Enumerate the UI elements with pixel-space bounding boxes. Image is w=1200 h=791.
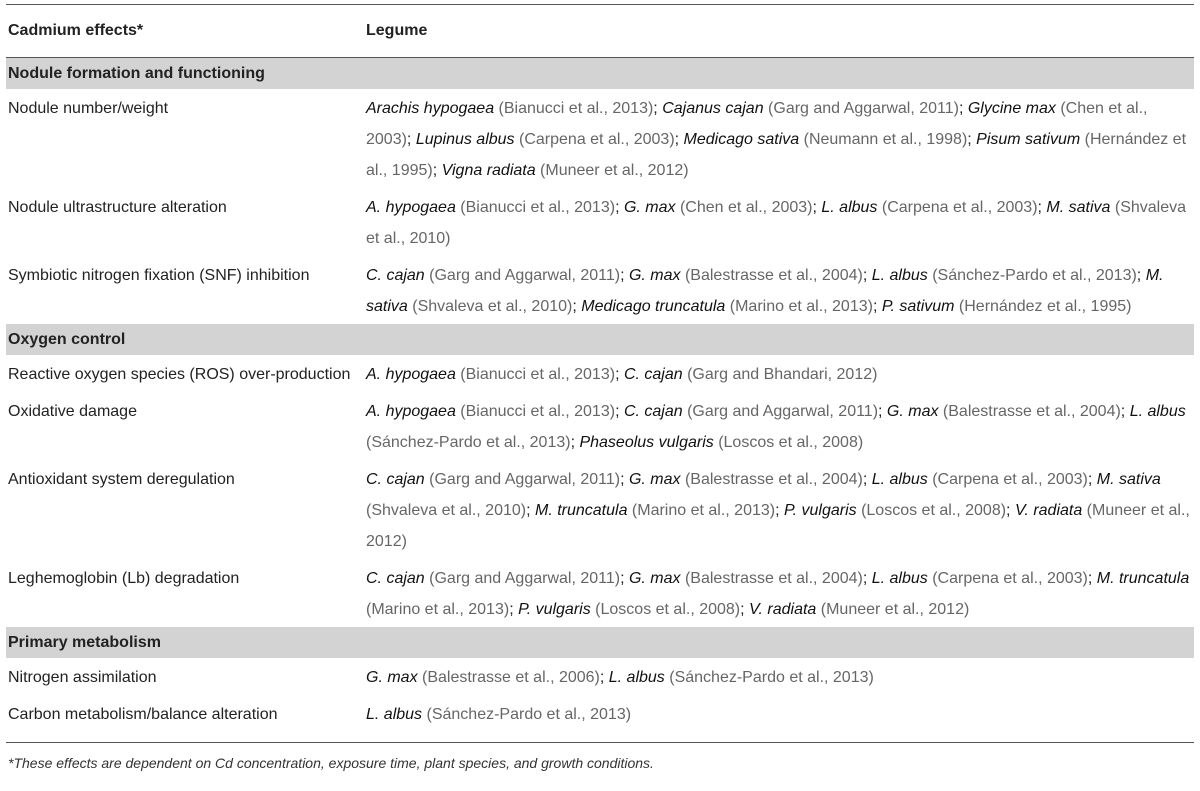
- citation: (Loscos et al., 2008): [713, 434, 864, 451]
- species-name: M. sativa: [1046, 199, 1111, 216]
- section-header: Oxygen control: [6, 324, 1194, 355]
- species-name: V. radiata: [1014, 502, 1083, 519]
- table-row: [6, 695, 1194, 732]
- separator: ;: [432, 162, 442, 179]
- species-name: M. truncatula: [1096, 570, 1190, 587]
- table-row: [6, 658, 1194, 695]
- citation: (Bianucci et al., 2013): [455, 366, 616, 383]
- separator: ;: [775, 502, 784, 519]
- species-name: M. truncatula: [534, 502, 628, 519]
- separator: ;: [958, 100, 968, 117]
- citation: (Muneer et al., 2012): [535, 162, 689, 179]
- species-name: C. cajan: [623, 366, 683, 383]
- species-name: L. albus: [608, 669, 665, 686]
- separator: ;: [862, 570, 872, 587]
- citation: (Shvaleva et al., 2010): [366, 502, 527, 519]
- citation: (Shvaleva et al., 2010): [407, 298, 573, 315]
- table-row: [6, 460, 1194, 559]
- legume-cell: [366, 662, 1194, 693]
- effect-cell: Oxidative damage: [8, 403, 137, 420]
- citation: (Garg and Aggarwal, 2011): [424, 570, 621, 587]
- species-name: C. cajan: [366, 267, 425, 284]
- species-name: Medicago sativa: [683, 131, 800, 148]
- table-row: [6, 392, 1194, 460]
- separator: ;: [615, 366, 624, 383]
- effect-cell: Antioxidant system deregulation: [8, 471, 235, 488]
- legume-cell: [366, 359, 1194, 390]
- table-row: [6, 188, 1194, 256]
- citation: (Garg and Bhandari, 2012): [682, 366, 878, 383]
- species-name: G. max: [366, 669, 418, 686]
- species-name: A. hypogaea: [366, 366, 456, 383]
- citation: (Bianucci et al., 2013): [494, 100, 654, 117]
- separator: ;: [1006, 502, 1015, 519]
- header-cadmium-effects: Cadmium effects*: [8, 22, 144, 39]
- species-name: G. max: [628, 570, 681, 587]
- species-name: L. albus: [1129, 403, 1186, 420]
- citation: (Chen et al., 2003): [366, 100, 1148, 148]
- citation: (Garg and Aggarwal, 2011): [424, 471, 621, 488]
- separator: ;: [862, 267, 872, 284]
- species-name: L. albus: [366, 706, 423, 723]
- species-name: M. sativa: [1096, 471, 1161, 488]
- citation: (Balestrasse et al., 2004): [680, 267, 863, 284]
- citation: (Garg and Aggarwal, 2011): [763, 100, 959, 117]
- species-name: C. cajan: [366, 570, 425, 587]
- separator: ;: [1120, 403, 1130, 420]
- legume-cell: [366, 464, 1194, 557]
- citation: (Garg and Aggarwal, 2011): [682, 403, 879, 420]
- table: [6, 4, 1194, 771]
- header-legume: Legume: [366, 22, 428, 39]
- legume-cell: [366, 396, 1194, 458]
- citation: (Carpena et al., 2003): [927, 471, 1088, 488]
- table-row: [6, 89, 1194, 188]
- species-name: L. albus: [821, 199, 878, 216]
- separator: ;: [740, 601, 750, 618]
- citation: (Sánchez-Pardo et al., 2013): [422, 706, 632, 723]
- citation: (Balestrasse et al., 2004): [680, 471, 863, 488]
- legume-cell: [366, 93, 1194, 186]
- citation: (Carpena et al., 2003): [514, 131, 675, 148]
- separator: ;: [599, 669, 609, 686]
- separator: ;: [812, 199, 822, 216]
- separator: ;: [862, 471, 872, 488]
- species-name: G. max: [623, 199, 676, 216]
- separator: ;: [674, 131, 684, 148]
- species-name: G. max: [886, 403, 939, 420]
- species-name: C. cajan: [366, 471, 425, 488]
- separator: ;: [1037, 199, 1047, 216]
- table-header: [6, 4, 1194, 58]
- separator: ;: [620, 267, 629, 284]
- species-name: Vigna radiata: [441, 162, 536, 179]
- separator: ;: [406, 131, 416, 148]
- separator: ;: [872, 298, 882, 315]
- species-name: V. radiata: [749, 601, 817, 618]
- separator: ;: [615, 199, 624, 216]
- separator: ;: [878, 403, 887, 420]
- citation: (Loscos et al., 2008): [590, 601, 741, 618]
- effect-cell: Leghemoglobin (Lb) degradation: [8, 570, 240, 587]
- citation: (Hernández et al., 1995): [366, 131, 1187, 179]
- separator: ;: [1136, 267, 1146, 284]
- species-name: Phaseolus vulgaris: [579, 434, 714, 451]
- separator: ;: [570, 434, 580, 451]
- species-name: G. max: [628, 267, 681, 284]
- citation: (Marino et al., 2013): [366, 601, 510, 618]
- citation: (Neumann et al., 1998): [799, 131, 968, 148]
- table-row: [6, 256, 1194, 324]
- table-footnote: *These effects are dependent on Cd concentration, exposure time, plant species, and growth conditions.: [8, 755, 654, 771]
- legume-cell: [366, 563, 1194, 625]
- citation: (Chen et al., 2003): [675, 199, 813, 216]
- species-name: Arachis hypogaea: [366, 100, 495, 117]
- effect-cell: Reactive oxygen species (ROS) over-production: [8, 366, 351, 383]
- citation: (Marino et al., 2013): [725, 298, 873, 315]
- citation: (Muneer et al., 2012): [366, 502, 1190, 550]
- separator: ;: [620, 471, 629, 488]
- citation: (Balestrasse et al., 2006): [417, 669, 600, 686]
- species-name: Pisum sativum: [976, 131, 1081, 148]
- species-name: A. hypogaea: [366, 403, 456, 420]
- section-header: Nodule formation and functioning: [6, 58, 1194, 89]
- citation: (Carpena et al., 2003): [927, 570, 1088, 587]
- citation: (Marino et al., 2013): [627, 502, 776, 519]
- citation: (Carpena et al., 2003): [877, 199, 1038, 216]
- citation: (Sánchez-Pardo et al., 2013): [366, 434, 571, 451]
- effect-cell: Symbiotic nitrogen fixation (SNF) inhibition: [8, 267, 310, 284]
- separator: ;: [572, 298, 582, 315]
- effect-cell: Nodule number/weight: [8, 100, 169, 117]
- section-header: Primary metabolism: [6, 627, 1194, 658]
- separator: ;: [653, 100, 663, 117]
- species-name: P. vulgaris: [783, 502, 857, 519]
- effect-cell: Carbon metabolism/balance alteration: [8, 706, 278, 723]
- table-row: [6, 559, 1194, 627]
- separator: ;: [967, 131, 977, 148]
- effect-cell: Nodule ultrastructure alteration: [8, 199, 227, 216]
- citation: (Balestrasse et al., 2004): [938, 403, 1121, 420]
- species-name: G. max: [628, 471, 681, 488]
- citation: (Bianucci et al., 2013): [455, 199, 616, 216]
- species-name: Lupinus albus: [415, 131, 515, 148]
- species-name: L. albus: [871, 570, 928, 587]
- table-bottom-rule: [6, 742, 1194, 743]
- species-name: P. vulgaris: [518, 601, 591, 618]
- citation: (Shvaleva et al., 2010): [366, 199, 1187, 247]
- separator: ;: [620, 570, 629, 587]
- citation: (Garg and Aggarwal, 2011): [424, 267, 621, 284]
- legume-cell: [366, 192, 1194, 254]
- citation: (Hernández et al., 1995): [954, 298, 1132, 315]
- legume-cell: [366, 260, 1194, 322]
- citation: (Bianucci et al., 2013): [455, 403, 616, 420]
- species-name: M. sativa: [366, 267, 1164, 315]
- species-name: L. albus: [871, 267, 928, 284]
- species-name: Cajanus cajan: [662, 100, 764, 117]
- citation: (Sánchez-Pardo et al., 2013): [927, 267, 1137, 284]
- table-row: [6, 355, 1194, 392]
- species-name: C. cajan: [623, 403, 683, 420]
- citation: (Balestrasse et al., 2004): [680, 570, 863, 587]
- citation: (Sánchez-Pardo et al., 2013): [664, 669, 874, 686]
- species-name: A. hypogaea: [366, 199, 456, 216]
- separator: ;: [1087, 471, 1097, 488]
- separator: ;: [1087, 570, 1097, 587]
- citation: (Muneer et al., 2012): [816, 601, 970, 618]
- table-body: [6, 58, 1194, 732]
- separator: ;: [509, 601, 519, 618]
- effect-cell: Nitrogen assimilation: [8, 669, 157, 686]
- species-name: Glycine max: [967, 100, 1056, 117]
- species-name: Medicago truncatula: [581, 298, 726, 315]
- citation: (Loscos et al., 2008): [856, 502, 1007, 519]
- legume-cell: [366, 699, 1194, 730]
- species-name: L. albus: [871, 471, 928, 488]
- species-name: P. sativum: [881, 298, 955, 315]
- separator: ;: [615, 403, 624, 420]
- separator: ;: [526, 502, 535, 519]
